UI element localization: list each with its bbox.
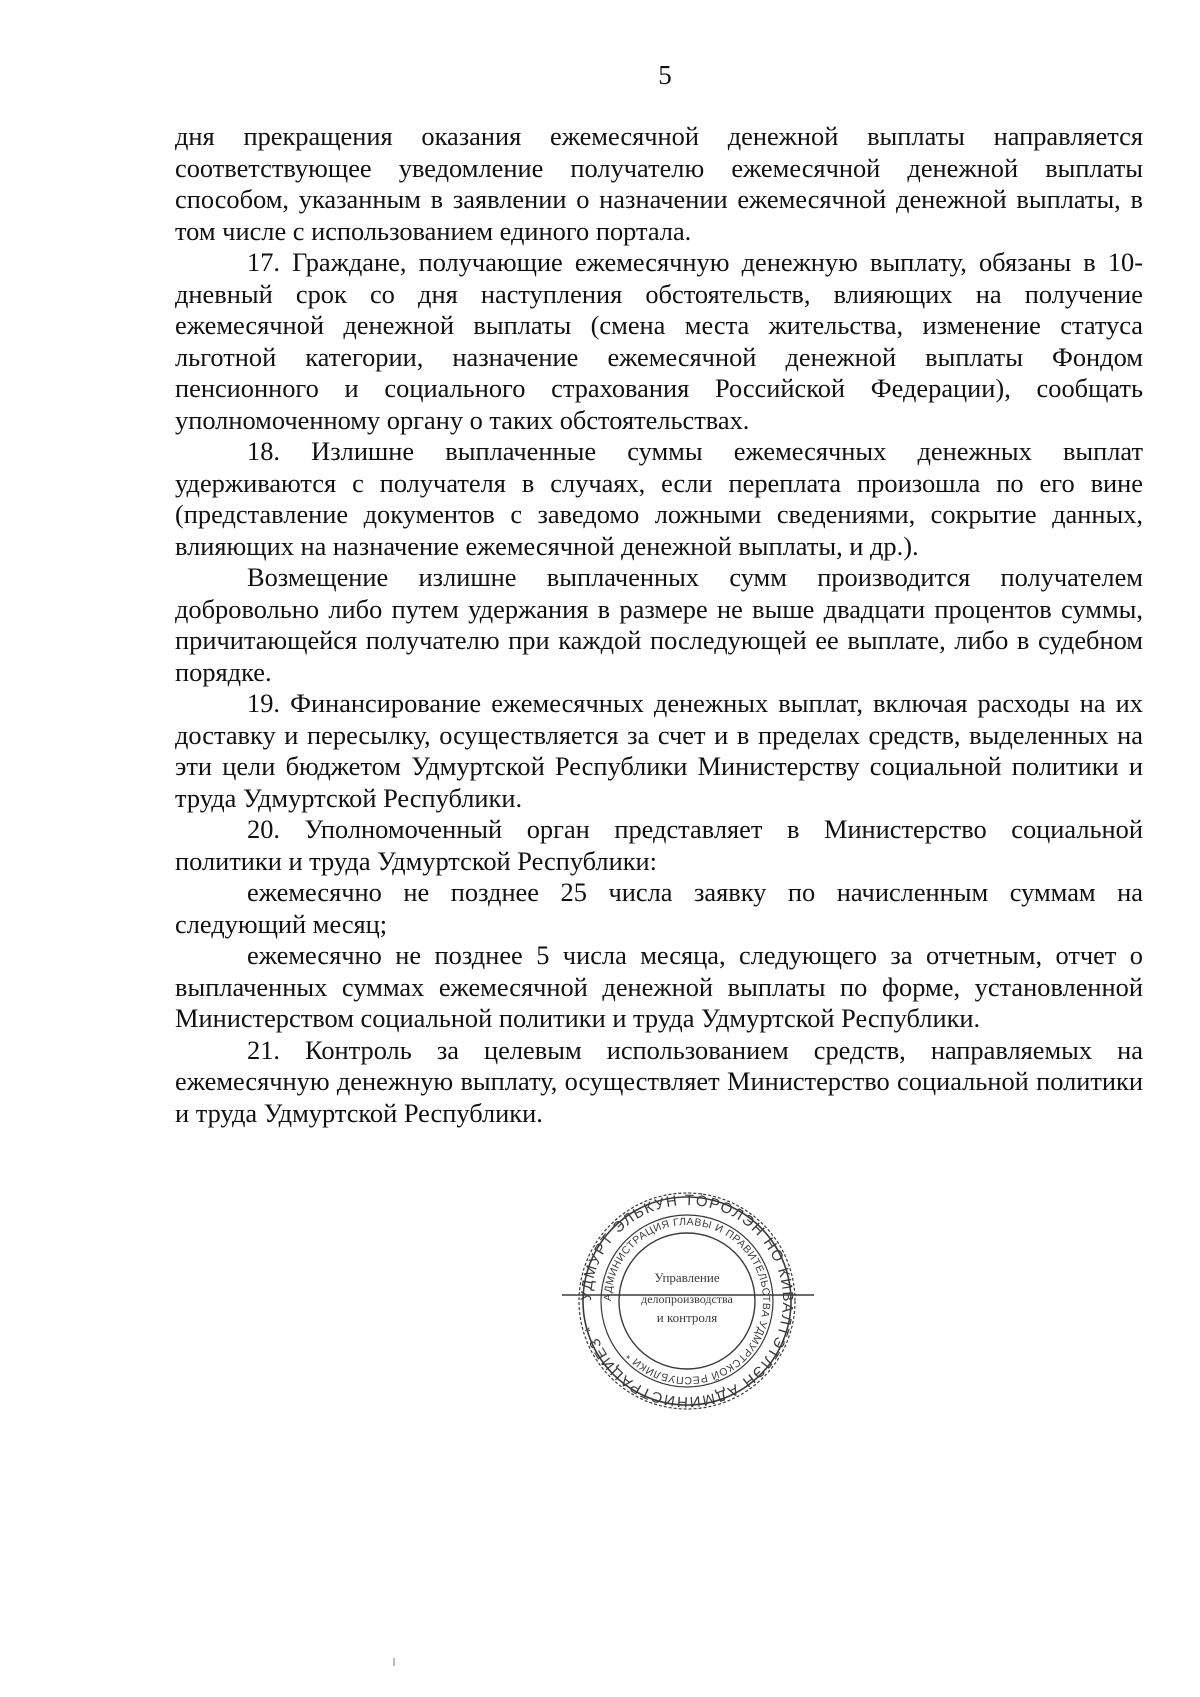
document-body [175,121,1143,1129]
paragraph-17: 17. Граждане, получающие ежемесячную денежную выплату, обязаны в 10-дневный срок со дня наступления обстоятельств, влияющих на получение ежемесячной денежной выплаты (смена места жительства, изменение статуса льготной категории, назначение ежемесячной денежной выплаты Фондом пенсионного и социального страхования Российской Федерации), сообщать уполномоченному органу о таких обстоятельствах. [175,247,1143,435]
scan-artifact-mark [393,1658,395,1666]
page-number: 5 [658,60,672,90]
official-seal [552,1190,822,1412]
seal-inner-text: АДМИНИСТРАЦИЯ ГЛАВЫ И ПРАВИТЕЛЬСТВА УДМУРТСКОЙ РЕСПУБЛИКИ * [601,1215,773,1387]
paragraph-21: 21. Контроль за целевым использованием средств, направляемых на ежемесячную денежную выплату, осуществляет Министерство социальной политики и труда Удмуртской Республики. [175,1034,1143,1128]
paragraph-18: 18. Излишне выплаченные суммы ежемесячных денежных выплат удерживаются с получателя в случаях, если переплата произошла по его вине (представление документов с заведомо ложными сведениями, сокрытие данных, влияющих на назначение ежемесячной денежной выплаты, и др.). [175,436,1143,561]
paragraph-20-request: ежемесячно не позднее 25 числа заявку по начисленным суммам на следующий месяц; [175,877,1143,939]
seal-center-line-1: Управление [654,1270,720,1285]
paragraph-20-report: ежемесячно не позднее 5 числа месяца, следующего за отчетным, отчет о выплаченных суммах ежемесячной денежной выплаты по форме, установленной Министерством социальной политики и труда Удмуртской Республики. [175,940,1143,1033]
seal-center-line-2: делопроизводства [641,1292,733,1306]
paragraph-19: 19. Финансирование ежемесячных денежных выплат, включая расходы на их доставку и пересылку, осуществляется за счет и в пределах средств, выделенных на эти цели бюджетом Удмуртской Республики Министерству социальной политики и труда Удмуртской Республики. [175,688,1143,813]
seal-outer-text: УДМУРТ ЭЛЬКУН ТӦРОЛЭН НО КИВАЛТЭТЛЭН АДМИНИСТРАЦИЕЗ * [577,1191,797,1411]
paragraph-18-reimbursement: Возмещение излишне выплаченных сумм производится получателем добровольно либо путем удержания в размере не выше двадцати процентов суммы, причитающейся получателю при каждой последующей ее выплате, либо в судебном порядке. [175,562,1143,687]
paragraph-20: 20. Уполномоченный орган представляет в Министерство социальной политики и труда Удмуртской Республики: [175,814,1143,876]
paragraph-continuation: дня прекращения оказания ежемесячной денежной выплаты направляется соответствующее уведомление получателю ежемесячной денежной выплаты способом, указанным в заявлении о назначении ежемесячной денежной выплаты, в том числе с использованием единого портала. [175,121,1143,246]
seal-center-line-3: и контроля [656,1310,718,1325]
